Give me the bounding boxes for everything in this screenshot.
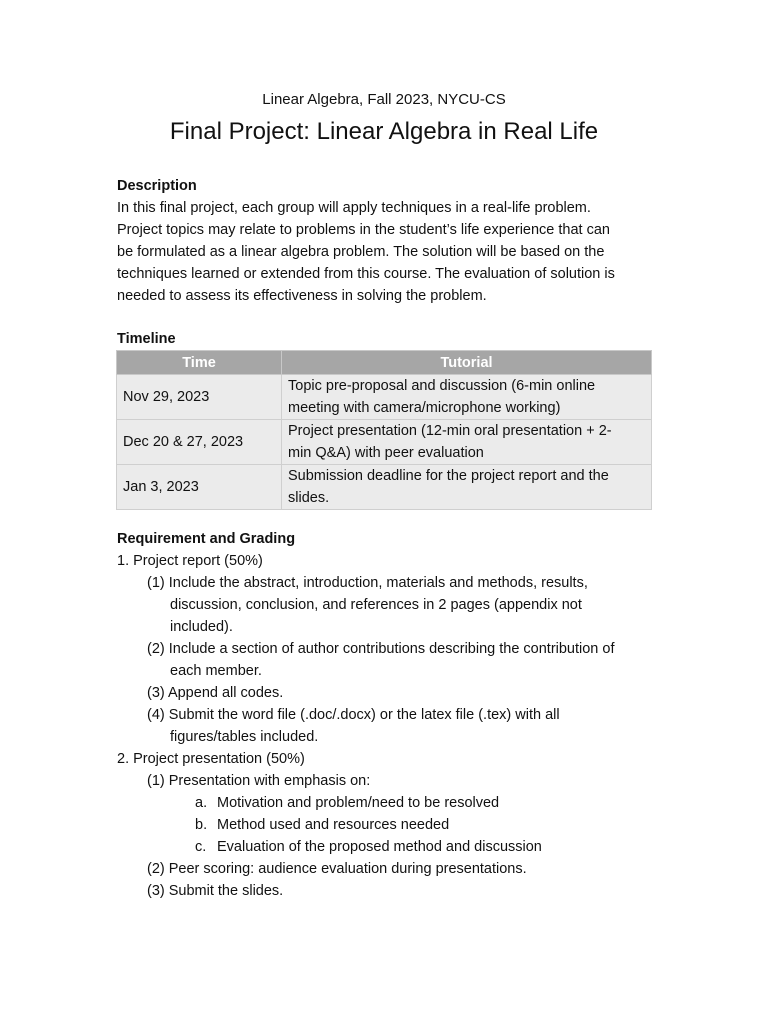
tutorial-cell: [282, 375, 652, 420]
tutorial-line: Project presentation (12-min oral presentation + 2-: [288, 423, 612, 439]
sub-list-item: [117, 814, 677, 836]
report-label: 1. Project report (50%): [117, 553, 263, 569]
tutorial-cell: [282, 465, 652, 510]
sub-list-marker: a.: [195, 795, 208, 811]
tutorial-line: min Q&A) with peer evaluation: [288, 445, 484, 461]
tutorial-line: Submission deadline for the project report and the: [288, 468, 609, 484]
presentation-label: 2. Project presentation (50%): [117, 751, 305, 767]
list-item: (3) Append all codes.: [147, 685, 284, 701]
list-item: (3) Submit the slides.: [147, 883, 284, 899]
time-cell: Nov 29, 2023: [117, 375, 282, 420]
timeline-table: [116, 350, 652, 510]
list-item-continuation: included).: [170, 619, 233, 635]
column-header-time: Time: [117, 351, 282, 375]
list-item-continuation: discussion, conclusion, and references in 2 pages (appendix not: [170, 597, 582, 613]
description-line: needed to assess its effectiveness in solving the problem.: [117, 288, 487, 304]
list-item: (2) Peer scoring: audience evaluation during presentations.: [147, 861, 527, 877]
list-item: (2) Include a section of author contributions describing the contribution of: [147, 641, 615, 657]
table-row: [117, 420, 652, 465]
time-cell: Jan 3, 2023: [117, 465, 282, 510]
requirements-heading: Requirement and Grading: [117, 531, 296, 547]
course-header: Linear Algebra, Fall 2023, NYCU-CS: [262, 91, 506, 108]
description-line: techniques learned or extended from this course. The evaluation of solution is: [117, 266, 615, 282]
tutorial-line: Topic pre-proposal and discussion (6-min online: [288, 378, 596, 394]
list-item: (1) Presentation with emphasis on:: [147, 773, 371, 789]
description-line: Project topics may relate to problems in the student’s life experience that can: [117, 222, 610, 238]
sub-list-item: [117, 792, 677, 814]
description-paragraph: [117, 197, 657, 307]
sub-list-marker: b.: [195, 817, 208, 833]
table-row: [117, 375, 652, 420]
sub-list-text: Evaluation of the proposed method and discussion: [217, 839, 542, 855]
tutorial-cell: [282, 420, 652, 465]
sub-list-marker: c.: [195, 839, 207, 855]
tutorial-line: meeting with camera/microphone working): [288, 400, 561, 416]
list-item-continuation: each member.: [170, 663, 262, 679]
sub-list-item: [117, 836, 677, 858]
description-heading: Description: [117, 178, 197, 194]
description-line: be formulated as a linear algebra problem. The solution will be based on the: [117, 244, 605, 260]
list-item-continuation: figures/tables included.: [170, 729, 319, 745]
list-item: (4) Submit the word file (.doc/.docx) or the latex file (.tex) with all: [147, 707, 560, 723]
table-header-row: [117, 351, 652, 375]
time-cell: Dec 20 & 27, 2023: [117, 420, 282, 465]
requirements-list: [117, 550, 677, 902]
timeline-heading: Timeline: [117, 331, 176, 347]
sub-list-text: Motivation and problem/need to be resolved: [217, 795, 500, 811]
list-item: (1) Include the abstract, introduction, materials and methods, results,: [147, 575, 588, 591]
sub-list-text: Method used and resources needed: [217, 817, 450, 833]
tutorial-line: slides.: [288, 490, 330, 506]
column-header-tutorial: Tutorial: [282, 351, 652, 375]
page-title: Final Project: Linear Algebra in Real Life: [169, 118, 599, 145]
table-row: [117, 465, 652, 510]
description-line: In this final project, each group will apply techniques in a real-life problem.: [117, 200, 591, 216]
